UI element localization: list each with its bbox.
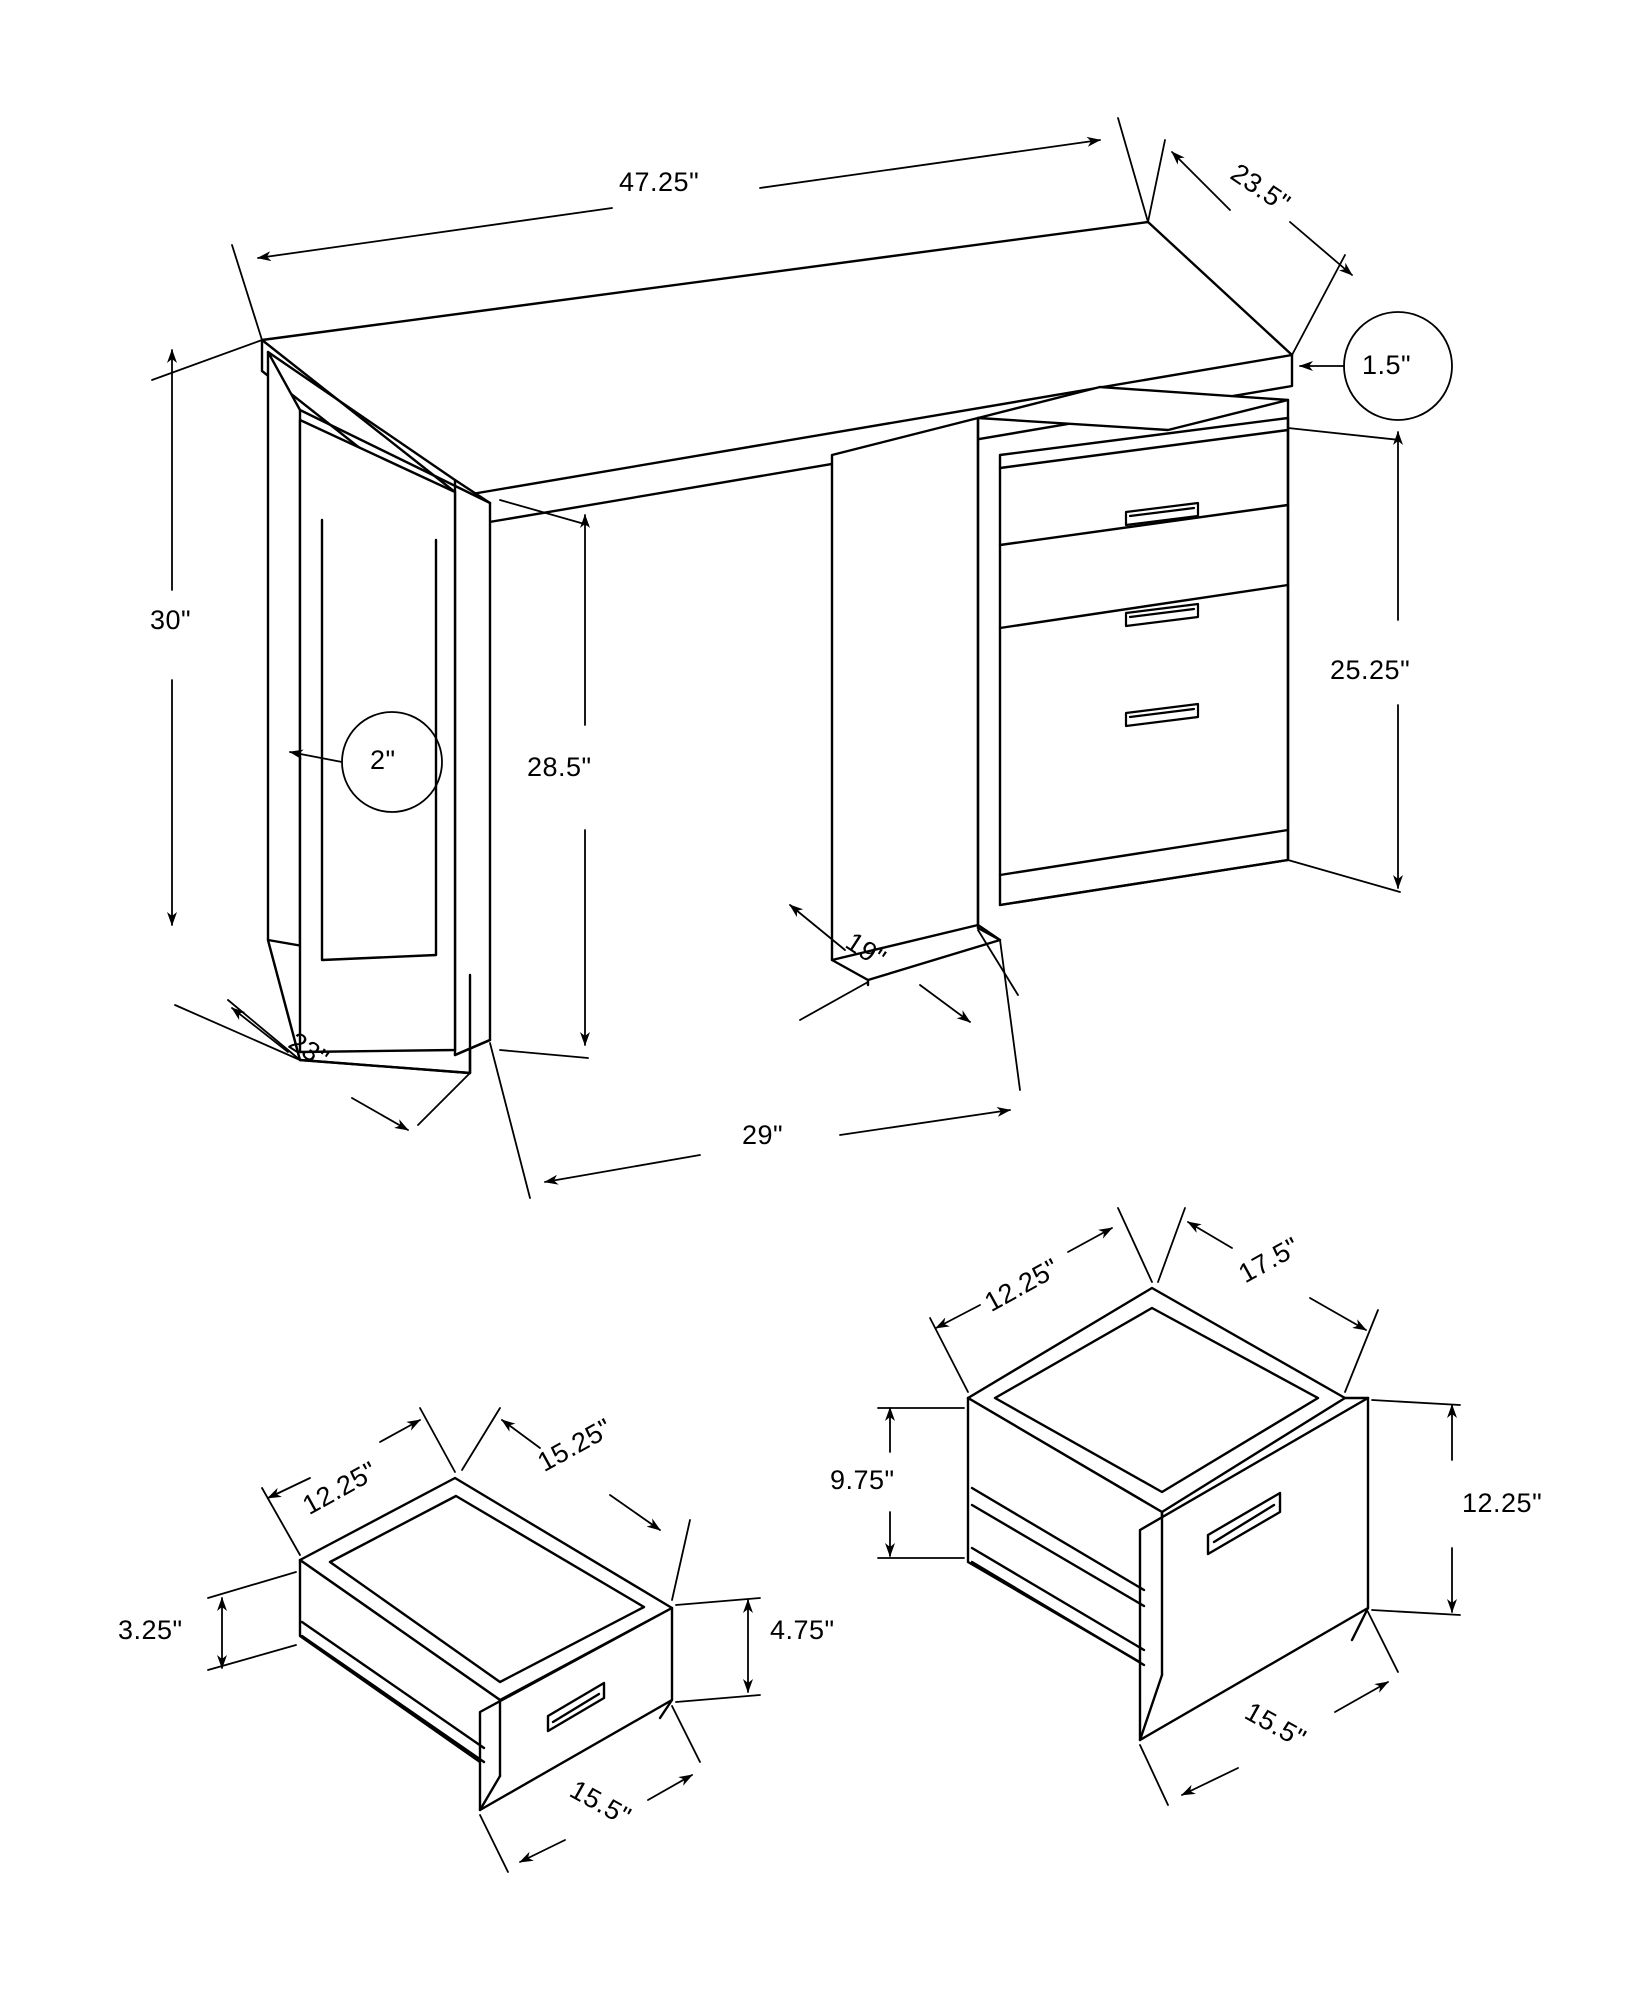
dim-label-small-drawer-face-height: 4.75" [770, 1615, 835, 1645]
dim-label-file-drawer-face-height: 12.25" [1462, 1488, 1543, 1518]
dim-small-drawer-inner-height [208, 1572, 296, 1670]
dim-label-cabinet-depth: 19" [840, 926, 892, 974]
dim-label-desk-depth-top: 23.5" [1225, 157, 1296, 219]
dim-knee-space [490, 940, 1020, 1198]
desk-center-panel [832, 418, 1000, 985]
dim-label-knee-space: 29" [742, 1120, 784, 1150]
dim-file-drawer-face-height [1372, 1400, 1460, 1615]
dim-label-cabinet-height: 25.25" [1330, 655, 1411, 685]
dim-label-file-drawer-depth: 12.25" [979, 1252, 1065, 1318]
dim-label-small-drawer-inner-width: 15.25" [532, 1412, 618, 1478]
dim-label-clearance-height: 28.5" [527, 752, 592, 782]
dim-label-file-drawer-inner-height: 9.75" [830, 1465, 895, 1495]
dim-label-small-drawer-face-width: 15.5" [565, 1774, 637, 1832]
dim-label-desk-height: 30" [150, 605, 192, 635]
small-drawer [300, 1478, 672, 1810]
dim-label-desk-width: 47.25" [619, 167, 700, 197]
dim-label-file-drawer-inner-width: 17.5" [1233, 1231, 1305, 1289]
dim-label-top-thickness: 1.5" [1362, 350, 1412, 380]
dim-label-small-drawer-inner-height: 3.25" [118, 1615, 183, 1645]
drawer-cabinet [978, 387, 1288, 940]
file-drawer [968, 1288, 1368, 1740]
dim-small-drawer-face-height [676, 1598, 760, 1702]
dim-label-panel-thickness: 2" [370, 745, 396, 775]
dim-label-small-drawer-depth: 12.25" [297, 1455, 383, 1521]
dim-label-file-drawer-face-width: 15.5" [1240, 1696, 1312, 1754]
dim-label-base-depth: 23" [283, 1026, 335, 1074]
